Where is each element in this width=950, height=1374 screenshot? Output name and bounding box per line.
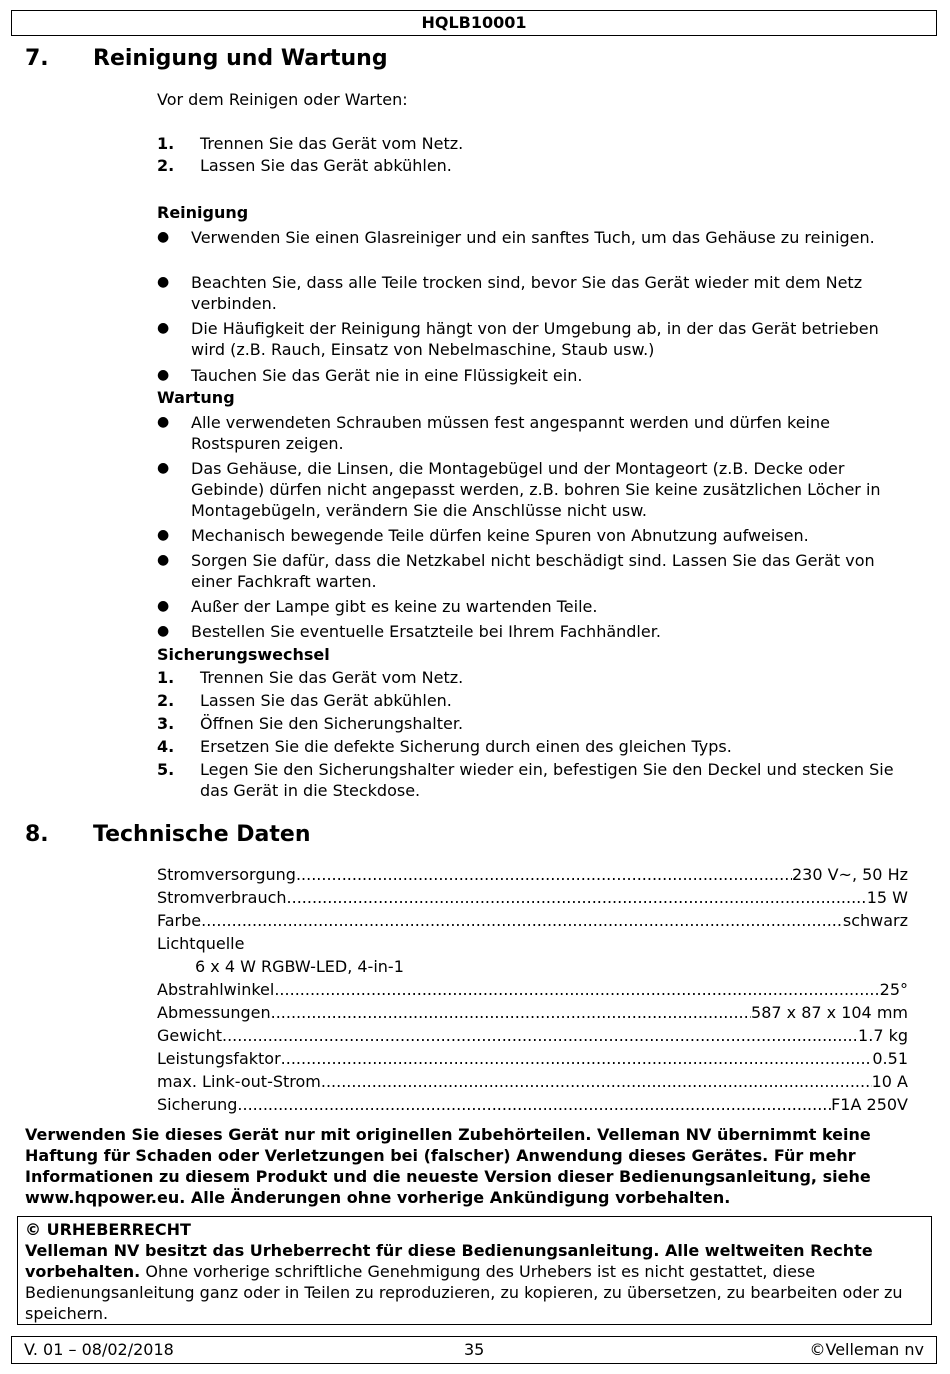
spec-row: Stromversorgung ..... 230 V~, 50 Hz [157,864,908,885]
document-footer [11,1336,937,1364]
copyright-box [17,1216,932,1325]
light-source-label: Lichtquelle [157,934,245,953]
cleaning-heading: Reinigung [157,203,249,222]
spec-row: Sicherung ..... F1A 250V [157,1094,908,1115]
spec-row: Leistungsfaktor ..... 0.51 [157,1048,908,1069]
section-7-intro: Vor dem Reinigen oder Warten: [157,90,408,109]
section-7-number: 7. [25,46,49,71]
maintenance-heading: Wartung [157,388,235,407]
section-8-heading [25,822,311,848]
copyright-body: Velleman NV besitzt das Urheberrecht für diese Bedienungsanleitung. Alle weltweiten Rechte vorbehalten. Ohne vorherige schriftliche Genehmigung des Urhebers ist es nicht gestattet, diese Bedienungsanleitung ganz oder in Teilen zu reproduzieren, zu kopieren, zu übersetzen, zu bearbeiten oder zu speichern. [25,1241,903,1323]
fuse-heading: Sicherungswechsel [157,645,330,664]
footer-company: ©Velleman nv [809,1340,924,1359]
copyright-heading: © URHEBERRECHT [25,1220,191,1239]
bullet-icon: ● [157,367,170,383]
spec-row: Abstrahlwinkel ..... 25° [157,979,908,1000]
bullet-icon: ● [157,274,170,290]
bullet-icon: ● [157,460,170,476]
spec-row: Gewicht ..... 1.7 kg [157,1025,908,1046]
spec-row: Stromverbrauch ..... 15 W [157,887,908,908]
spec-row: max. Link-out-Strom ..... 10 A [157,1071,908,1092]
spec-row: Abmessungen ..... 587 x 87 x 104 mm [157,1002,908,1023]
bullet-icon: ● [157,229,170,245]
document-header: HQLB10001 [11,10,937,36]
bullet-icon: ● [157,414,170,430]
spec-row: Farbe ..... schwarz [157,910,908,931]
footer-page-number: 35 [464,1340,485,1359]
bullet-icon: ● [157,598,170,614]
usage-notice: Verwenden Sie dieses Gerät nur mit originellen Zubehörteilen. Velleman NV übernimmt keine Haftung für Schaden oder Verletzungen bei (falscher) Anwendung dieses Gerätes. Für mehr Informationen zu diesem Produkt und die neueste Version dieser Bedienungsanleitung, siehe www.hqpower.eu. Alle Änderungen ohne vorherige Ankündigung vorbehalten. [25,1125,871,1207]
bullet-icon: ● [157,552,170,568]
section-8-number: 8. [25,822,49,847]
bullet-icon: ● [157,320,170,336]
bullet-icon: ● [157,527,170,543]
bullet-icon: ● [157,623,170,639]
footer-version: V. 01 – 08/02/2018 [24,1340,174,1359]
section-7-title: Reinigung und Wartung [93,46,388,71]
light-source-value: 6 x 4 W RGBW-LED, 4-in-1 [195,957,404,976]
section-7-heading [25,46,388,72]
section-8-title: Technische Daten [93,822,311,847]
